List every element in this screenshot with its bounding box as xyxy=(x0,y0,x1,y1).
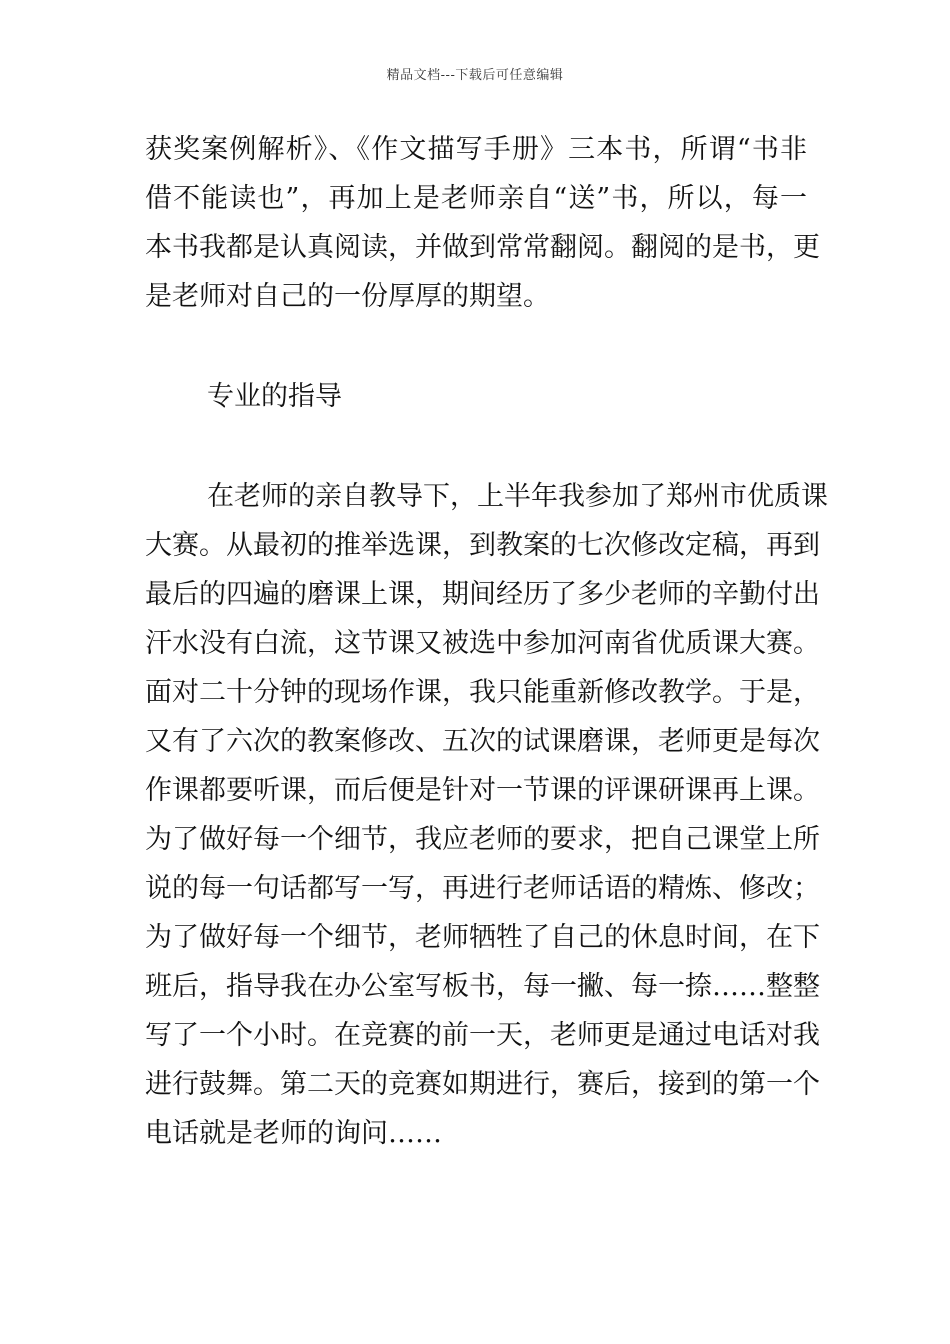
text-line: 获奖案例解析》、《作文描写手册》三本书，所谓“书非 xyxy=(145,134,807,165)
page-header: 精品文档---下载后可任意编辑 xyxy=(386,68,564,83)
text-line: 进行鼓舞。第二天的竞赛如期进行，赛后，接到的第一个 xyxy=(145,1069,820,1100)
text-line: 是老师对自己的一份厚厚的期望。 xyxy=(145,281,550,312)
text-line: 又有了六次的教案修改、五次的试课磨课，老师更是每次 xyxy=(145,726,820,757)
text-line: 为了做好每一个细节，老师牺牲了自己的休息时间，在下 xyxy=(145,922,820,953)
section-heading: 专业的指导 xyxy=(207,381,342,412)
text-line: 说的每一句话都写一写，再进行老师话语的精炼、修改； xyxy=(145,873,820,904)
text-line: 电话就是老师的询问…… xyxy=(145,1118,442,1149)
text-line: 借不能读也”，再加上是老师亲自“送”书，所以，每一 xyxy=(145,183,807,214)
text-line: 写了一个小时。在竞赛的前一天，老师更是通过电话对我 xyxy=(145,1020,820,1051)
text-line: 在老师的亲自教导下，上半年我参加了郑州市优质课 xyxy=(207,481,828,512)
text-line: 作课都要听课，而后便是针对一节课的评课研课再上课。 xyxy=(145,775,820,806)
text-line: 汗水没有白流，这节课又被选中参加河南省优质课大赛。 xyxy=(145,628,820,659)
text-line: 最后的四遍的磨课上课，期间经历了多少老师的辛勤付出 xyxy=(145,579,820,610)
text-line: 班后，指导我在办公室写板书，每一撇、每一捺……整整 xyxy=(145,971,820,1002)
text-line: 本书我都是认真阅读，并做到常常翻阅。翻阅的是书，更 xyxy=(145,232,820,263)
text-line: 大赛。从最初的推举选课，到教案的七次修改定稿，再到 xyxy=(145,530,820,561)
text-line: 面对二十分钟的现场作课，我只能重新修改教学。于是， xyxy=(145,677,820,708)
text-line: 为了做好每一个细节，我应老师的要求，把自己课堂上所 xyxy=(145,824,820,855)
